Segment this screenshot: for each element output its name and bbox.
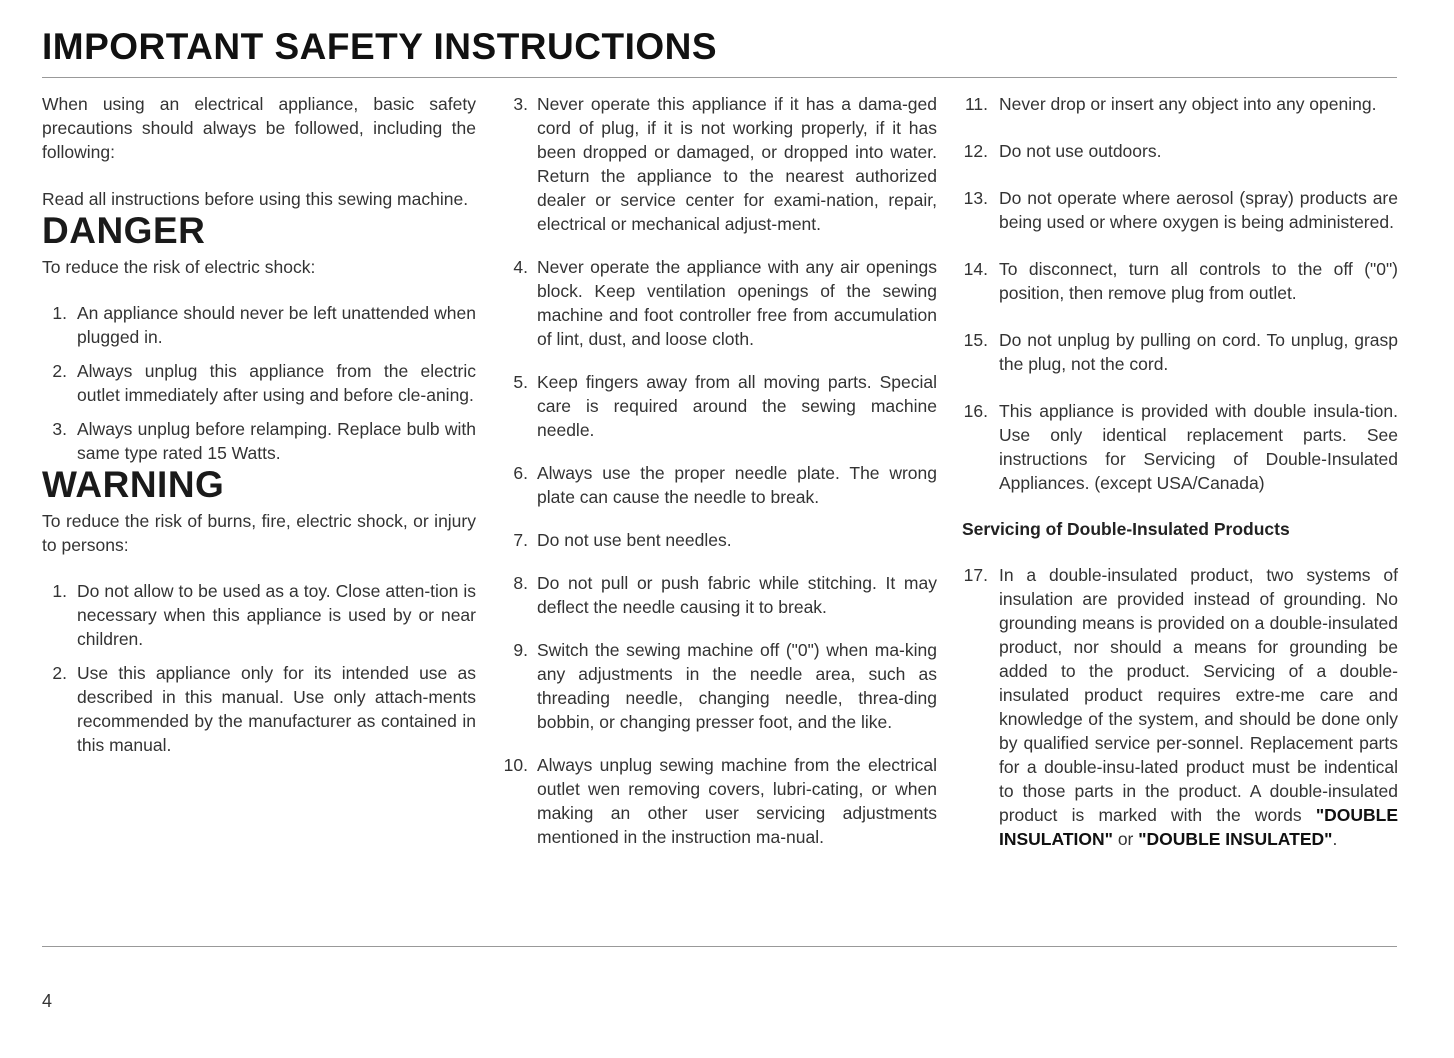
list-item: 5. Keep fingers away from all moving parts. Special care is required around the sewing machine needle. (513, 372, 937, 440)
read-instructions-paragraph: Read all instructions before using this sewing machine. (42, 189, 469, 209)
servicing-heading: Servicing of Double-Insulated Products (962, 519, 1290, 539)
warning-list-part-3 (962, 92, 1398, 495)
list-item: 9. Switch the sewing machine off ("0") when ma-king any adjustments in the needle area, such as threading needle, changing needle, threa-ding bobbin, or changing presser foot, and the like. (513, 640, 937, 732)
list-item: 17. In a double-insulated product, two systems of insulation are provided instead of grounding. No grounding means is provided on a double-insulated product, nor should a means for grounding be added to the product. Servicing of a double-insulated product requires extre-me care and knowledge of the system, and should be done only by qualified service per-sonnel. Replacement parts for a double-insu-lated product must be indentical to those parts in the product. A double-insulated product is marked with the words "DOUBLE INSULATION" or "DOUBLE INSULATED". (963, 565, 1398, 849)
list-item: 4. Never operate the appliance with any air openings block. Keep ventilation openings of the sewing machine and foot controller free from accumulation of lint, dust, and loose cloth. (513, 257, 937, 349)
double-insulation-mark: "DOUBLE INSULATION" (999, 805, 1398, 849)
bottom-divider (42, 946, 1397, 947)
list-item: 7. Do not use bent needles. (513, 530, 732, 550)
warning-subtitle: To reduce the risk of burns, fire, electric shock, or injury to persons: (42, 511, 476, 555)
list-item: 13. Do not operate where aerosol (spray) products are being used or where oxygen is being administered. (963, 188, 1398, 232)
list-item: 3. Never operate this appliance if it has a dama-ged cord of plug, if it is not working properly, if it has been dropped or damaged, or dropped into water. Return the appliance to the nearest authorized dealer or service center for exami-nation, repair, electrical or mechanical adjust-ment. (513, 94, 937, 234)
column-2 (500, 92, 937, 849)
danger-heading: DANGER (42, 210, 206, 251)
warning-heading: WARNING (42, 464, 225, 505)
page-title: IMPORTANT SAFETY INSTRUCTIONS (42, 26, 718, 67)
top-divider (42, 77, 1397, 78)
double-insulated-mark: "DOUBLE INSULATED" (1138, 829, 1333, 849)
list-item: 2. Always unplug this appliance from the electric outlet immediately after using and before cle-aning. (52, 361, 476, 405)
list-item: 1. An appliance should never be left unattended when plugged in. (52, 303, 476, 347)
list-item: 11. Never drop or insert any object into any opening. (964, 94, 1377, 114)
list-item: 16. This appliance is provided with double insula-tion. Use only identical replacement parts. See instructions for Servicing of Double-Insulated Appliances. (except USA/Canada) (963, 401, 1398, 493)
intro-paragraph: When using an electrical appliance, basic safety precautions should always be followed, including the following: (42, 94, 476, 162)
danger-subtitle: To reduce the risk of electric shock: (42, 257, 316, 277)
page-number: 4 (42, 991, 53, 1011)
list-item: 6. Always use the proper needle plate. The wrong plate can cause the needle to break. (513, 463, 937, 507)
danger-list (42, 301, 476, 465)
servicing-list (962, 563, 1398, 851)
list-item: 14. To disconnect, turn all controls to the off ("0") position, then remove plug from outlet. (963, 259, 1398, 303)
list-item: 8. Do not pull or push fabric while stitching. It may deflect the needle causing it to break. (513, 573, 937, 617)
warning-list-part-2 (500, 92, 937, 849)
column-1 (42, 92, 476, 757)
warning-list-part-1 (42, 579, 476, 757)
list-item: 3. Always unplug before relamping. Replace bulb with same type rated 15 Watts. (52, 419, 476, 463)
list-item: 2. Use this appliance only for its intended use as described in this manual. Use only attach-ments recommended by the manufacturer as contained in this manual. (52, 663, 476, 755)
list-item: 15. Do not unplug by pulling on cord. To unplug, grasp the plug, not the cord. (963, 330, 1398, 374)
list-item: 1. Do not allow to be used as a toy. Close atten-tion is necessary when this appliance is used by or near children. (52, 581, 476, 649)
column-3 (962, 92, 1398, 851)
list-item: 10. Always unplug sewing machine from the electrical outlet wen removing covers, lubri-cating, or when making an other user servicing adjustments mentioned in the instruction ma-nual. (503, 755, 937, 847)
list-item: 12. Do not use outdoors. (963, 141, 1162, 161)
